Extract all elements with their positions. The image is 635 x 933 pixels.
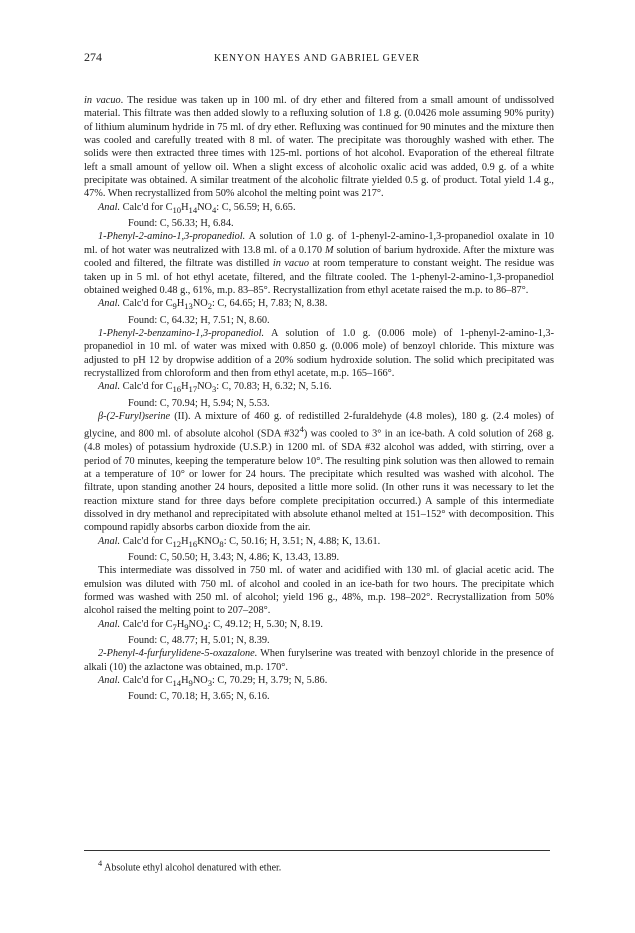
subscript: 9 [188,678,193,689]
text-run: A solution of 1.0 g. of 1-phenyl-2-amino-1,3-propanediol oxalate in 10 ml. of hot water was neutralized with 13.8 ml. of a 0.170 [84,231,554,256]
text-run: H [181,675,189,687]
text-run: H [181,381,189,393]
subscript: 14 [172,678,182,689]
italic-text: in vacuo [272,258,310,270]
italic-text: Anal. [98,535,121,547]
italic-text: Anal. [98,675,121,687]
subscript: 3 [211,384,217,395]
footnote-rule [84,850,550,851]
analysis-calculated [84,535,554,551]
text-run: at room temperature to constant weight. The residue was taken up in 5 ml. of hot ethyl acetate, filtered, and the filtrate cooled. The 1-phenyl-2-amino-1,3-propanediol obtained weighed 0.48 g., 61%, m.p. 83–85°. Recrystallization from ethyl acetate raised the m.p. to 86–87°. [84,258,554,296]
paragraph [84,327,554,380]
subscript: 13 [184,301,193,312]
italic-text: Anal. [98,201,121,213]
subscript: 7 [172,621,177,632]
italic-text: M [324,244,334,256]
analysis-calculated [84,674,554,690]
text-run: Found: C, 64.32; H, 7.51; N, 8.60. [128,314,270,326]
subscript: 9 [172,301,177,312]
analysis-calculated [84,618,554,634]
text-run: Calc'd for C [120,381,173,393]
text-run: : C, 49.12; H, 5.30; N, 8.19. [207,618,323,630]
text-run: NO [188,618,204,630]
paragraph [84,647,554,674]
italic-text: Anal. [98,298,121,310]
text-run: When furylserine was treated with benzoyl chloride in the presence of alkali (10) the azlactone was obtained, m.p. 170°. [84,648,554,673]
analysis-found [84,397,554,410]
footnote-ref: 4 [299,424,304,435]
text-run: Found: C, 70.18; H, 3.65; N, 6.16. [128,691,270,703]
text-run: A solution of 1.0 g. (0.006 mole) of 1-phenyl-2-amino-1,3-propanediol in 10 ml. of water was mixed with 0.850 g. (0.006 mole) of benzoyl chloride. This mixture was adjusted to pH 12 by dropwise addition of a 20% sodium hydroxide solution. The solid which precipitated was recrystallized from chloroform and then from ethyl acetate, m.p. 165–166°. [84,327,554,379]
italic-text: Anal. [98,618,121,630]
subscript: 16 [172,384,182,395]
paragraph [84,94,554,201]
text-run: Calc'd for C [120,675,173,687]
running-head: KENYON HAYES AND GABRIEL GEVER [213,53,421,64]
italic-text: 1-Phenyl-2-benzamino-1,3-propanediol. [98,327,265,339]
subscript: 4 [203,621,208,632]
subscript: 8 [219,538,224,549]
text-run: Found: C, 56.33; H, 6.84. [128,218,234,230]
subscript: 12 [172,538,182,549]
text-run: H [181,201,189,213]
text-run: ) was cooled to 3° in an ice-bath. A cold solution of 268 g. (4.8 moles) of potassium hydroxide (U.S.P.) in 1200 ml. of SDA #32 alcohol was added, with stirring, over a period of 70 minutes, keeping the temperature below 10°. The resulting pink solution was then allowed to remain at a temperature of 10° or lower for 24 hours. The precipitate which resulted was washed with alcohol. The filtrate, upon standing another 24 hours, deposited a little more solid. (In other runs it was necessary to let the reaction mixture stand for three days before complete precipitation occurred.) A sample of this intermediate dissolved in dry methanol and reprecipitated with absolute ethanol melted at 151–152° with decomposition. This compound rapidly absorbs carbon dioxide from the air. [84,428,555,534]
subscript: 10 [172,204,182,215]
text-run: . The residue was taken up in 100 ml. of dry ether and filtered from a small amount of undissolved material. This filtrate was then added slowly to a refluxing solution of 1.8 g. (0.0426 mole assuming 90% purity) of lithium aluminum hydride in 75 ml. of dry ether. Refluxing was continued for 90 minutes and the mixture then was cooled and carefully treated with 8 ml. of water. The precipitate was thoroughly washed with ether. The solids were then extracted three times with 125-ml. portions of hot alcohol. Evaporation of the ethereal filtrate left a small amount of yellow oil. When a slight excess of alcoholic oxalic acid was added, 0.9 g. of a white precipitate was obtained. A similar treatment of the alcoholic filtrate yielded 0.5 g. of product. Total yield 1.4 g., 47%. When recrystallized from 50% alcohol the melting point was 217°. [84,95,554,200]
subscript: 16 [188,538,198,549]
footnote-mark: 4 [98,859,103,868]
text-run: Found: C, 70.94; H, 5.94; N, 5.53. [128,397,270,409]
italic-text: in vacuo [84,95,121,106]
subscript: 4 [211,204,217,215]
analysis-calculated [84,380,554,396]
text-run: Calc'd for C [120,618,173,630]
text-run: H [176,298,185,310]
text-run: This intermediate was dissolved in 750 ml. of water and acidified with 130 ml. of glacial acetic acid. The emulsion was diluted with 750 ml. of alcohol and cooled in an ice-bath for two hours. The precipitate which formed was washed with 250 ml. of alcohol; yield 196 g., 48%, m.p. 198–202°. Recrystallization from 50% alcohol raised the melting point to 207–208°. [84,565,554,617]
italic-text: 1-Phenyl-2-amino-1,3-propanediol. [98,231,246,243]
analysis-found [84,314,554,327]
text-run: NO [197,201,212,213]
text-run: Calc'd for C [120,298,173,310]
text-run: : C, 50.16; H, 3.51; N, 4.88; K, 13.61. [223,535,381,547]
analysis-calculated [84,201,554,217]
text-run: Found: C, 48.77; H, 5.01; N, 8.39. [128,635,270,647]
paragraph [84,410,554,535]
text-run: NO [197,381,212,393]
analysis-found [84,551,554,564]
text-run: : C, 64.65; H, 7.83; N, 8.38. [212,298,328,310]
paragraph [84,230,554,297]
text-run: Calc'd for C [120,201,173,213]
subscript: 3 [207,678,212,689]
italic-text: β-(2-Furyl)serine [98,411,171,423]
subscript: 9 [184,621,189,632]
page-number: 274 [84,50,102,64]
analysis-calculated [84,297,554,313]
text-run: H [176,618,185,630]
footnote-text: Absolute ethyl alcohol denatured with ether. [102,862,282,874]
text-run: : C, 70.29; H, 3.79; N, 5.86. [212,675,328,687]
text-run: KNO [197,535,220,547]
text-run: solution of barium hydroxide. After the mixture was cooled and filtered, the filtrate was distilled [84,244,554,270]
text-run: Calc'd for C [120,535,173,547]
body-text [84,94,554,704]
page-header [84,51,550,67]
text-run: : C, 56.59; H, 6.65. [216,201,296,213]
text-run: : C, 70.83; H, 6.32; N, 5.16. [216,381,332,393]
text-run: NO [192,675,208,687]
text-run: NO [192,298,208,310]
italic-text: 2-Phenyl-4-furfurylidene-5-oxazalone. [98,648,258,660]
text-run: H [181,535,189,547]
italic-text: Anal. [98,381,121,393]
analysis-found [84,217,554,230]
subscript: 2 [207,301,212,312]
text-run: (II). A mixture of 460 g. of redistilled 2-furaldehyde (4.8 moles), 180 g. (2.4 moles) of glycine, and 800 ml. of absolute alcohol (SDA #32 [84,411,554,440]
paragraph [84,564,554,617]
text-run: Found: C, 50.50; H, 3.43; N, 4.86; K, 13.43, 13.89. [128,551,340,563]
subscript: 14 [188,204,198,215]
subscript: 17 [188,384,198,395]
analysis-found [84,690,554,703]
analysis-found [84,634,554,647]
footnote [98,857,281,875]
